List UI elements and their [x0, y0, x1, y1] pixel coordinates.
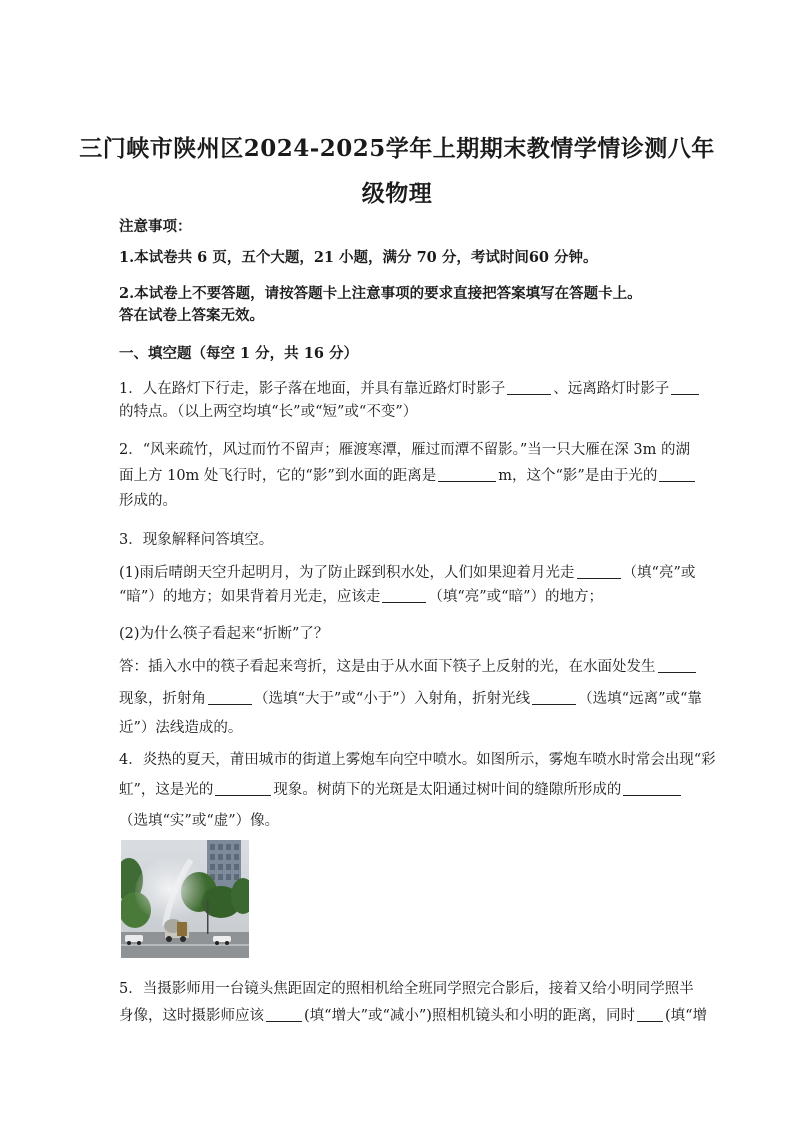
q5-text-c: (填“增 [664, 1008, 708, 1024]
answer-blank [507, 393, 551, 395]
notice-item-1: 1.本试卷共 6 页，五个大题，21 小题，满分 70 分，考试时间60 分钟。 [119, 249, 598, 266]
q3-p1-text-d: （填“亮”或“暗”）的地方； [428, 589, 603, 605]
q3-part1-line1 [119, 561, 696, 582]
answer-blank [266, 1020, 302, 1022]
notice-item-2-line1: 2.本试卷上不要答题，请按答题卡上注意事项的要求直接把答案填写在答题卡上。 [119, 285, 642, 302]
q5-line1: 5．当摄影师用一台镜头焦距固定的照相机给全班同学照完合影后，接着又给小明同学照半 [119, 981, 694, 997]
answer-blank [215, 794, 271, 796]
q1-text-b: 、远离路灯时影子 [553, 381, 670, 397]
q1-line2: 的特点。（以上两空均填“长”或“短”或“不变”） [119, 404, 418, 420]
q4-text-a: 虹”，这是光的 [119, 782, 214, 798]
q3-p1-text-b: （填“亮”或 [622, 565, 696, 581]
q3-ans-text-a: 答：插入水中的筷子看起来弯折，这是由于从水面下筷子上反射的光，在水面处发生 [119, 659, 656, 675]
q2-text-a: 面上方 10m 处飞行时，它的“影”到水面的距离是 [119, 468, 437, 484]
q3-ans-text-b: 现象，折射角 [119, 691, 206, 707]
section-1-heading: 一、填空题（每空 1 分，共 16 分） [119, 345, 358, 362]
q3-ans-text-d: （选填“远离”或“靠 [578, 691, 702, 707]
q4-line1: 4．炎热的夏天，莆田城市的街道上雾炮车向空中喷水。如图所示，雾炮车喷水时常会出现“彩 [119, 752, 716, 768]
q3-stem: 3．现象解释问答填空。 [119, 532, 274, 548]
answer-blank [637, 1020, 663, 1022]
exam-title-line1: 三门峡市陕州区2024-2025学年上期期末教情学情诊测八年 [79, 135, 715, 162]
q3-p1-text-a: (1)雨后晴朗天空升起明月，为了防止踩到积水处，人们如果迎着月光走 [119, 565, 575, 581]
q3-answer-line1 [119, 655, 679, 676]
q2-line1: 2．“风来疏竹，风过而竹不留声；雁渡寒潭，雁过而潭不留影。”当一只大雁在深 3m 的湖 [119, 442, 690, 458]
q2-line3: 形成的。 [119, 493, 177, 509]
q4-line2 [119, 778, 679, 799]
q3-part1-line2 [119, 585, 679, 606]
answer-blank [532, 703, 576, 705]
q3-part2: (2)为什么筷子看起来“折断”了？ [119, 626, 329, 642]
notice-item-2-line2: 答在试卷上答案无效。 [119, 307, 264, 324]
q3-answer-line2 [119, 687, 702, 708]
answer-blank [623, 794, 681, 796]
q5-line2 [119, 1004, 708, 1025]
q3-answer-line3: 近”）法线造成的。 [119, 720, 243, 736]
q5-text-a: 身像，这时摄影师应该 [119, 1008, 264, 1024]
q2-text-b: m，这个“影”是由于光的 [498, 468, 658, 484]
q4-text-b: 现象。树荫下的光斑是太阳通过树叶间的缝隙所形成的 [273, 782, 622, 798]
answer-blank [671, 393, 699, 395]
fog-cannon-truck-photo [121, 840, 249, 958]
answer-blank [382, 601, 426, 603]
notice-heading: 注意事项： [119, 218, 192, 235]
q1-text-a: 1．人在路灯下行走，影子落在地面，并具有靠近路灯时影子 [119, 381, 506, 397]
answer-blank [208, 703, 252, 705]
q3-ans-text-c: （选填“大于”或“小于”）入射角，折射光线 [254, 691, 531, 707]
q2-line2 [119, 464, 679, 485]
answer-blank [438, 480, 496, 482]
q4-line3: （选填“实”或“虚”）像。 [119, 813, 280, 829]
answer-blank [658, 671, 696, 673]
exam-title-line2: 级物理 [361, 180, 433, 207]
q5-text-b: (填“增大”或“减小”)照相机镜头和小明的距离，同时 [304, 1008, 635, 1024]
answer-blank [659, 480, 695, 482]
q3-p1-text-c: “暗”）的地方；如果背着月光走，应该走 [119, 589, 381, 605]
q1-line1 [119, 377, 679, 398]
answer-blank [577, 577, 621, 579]
